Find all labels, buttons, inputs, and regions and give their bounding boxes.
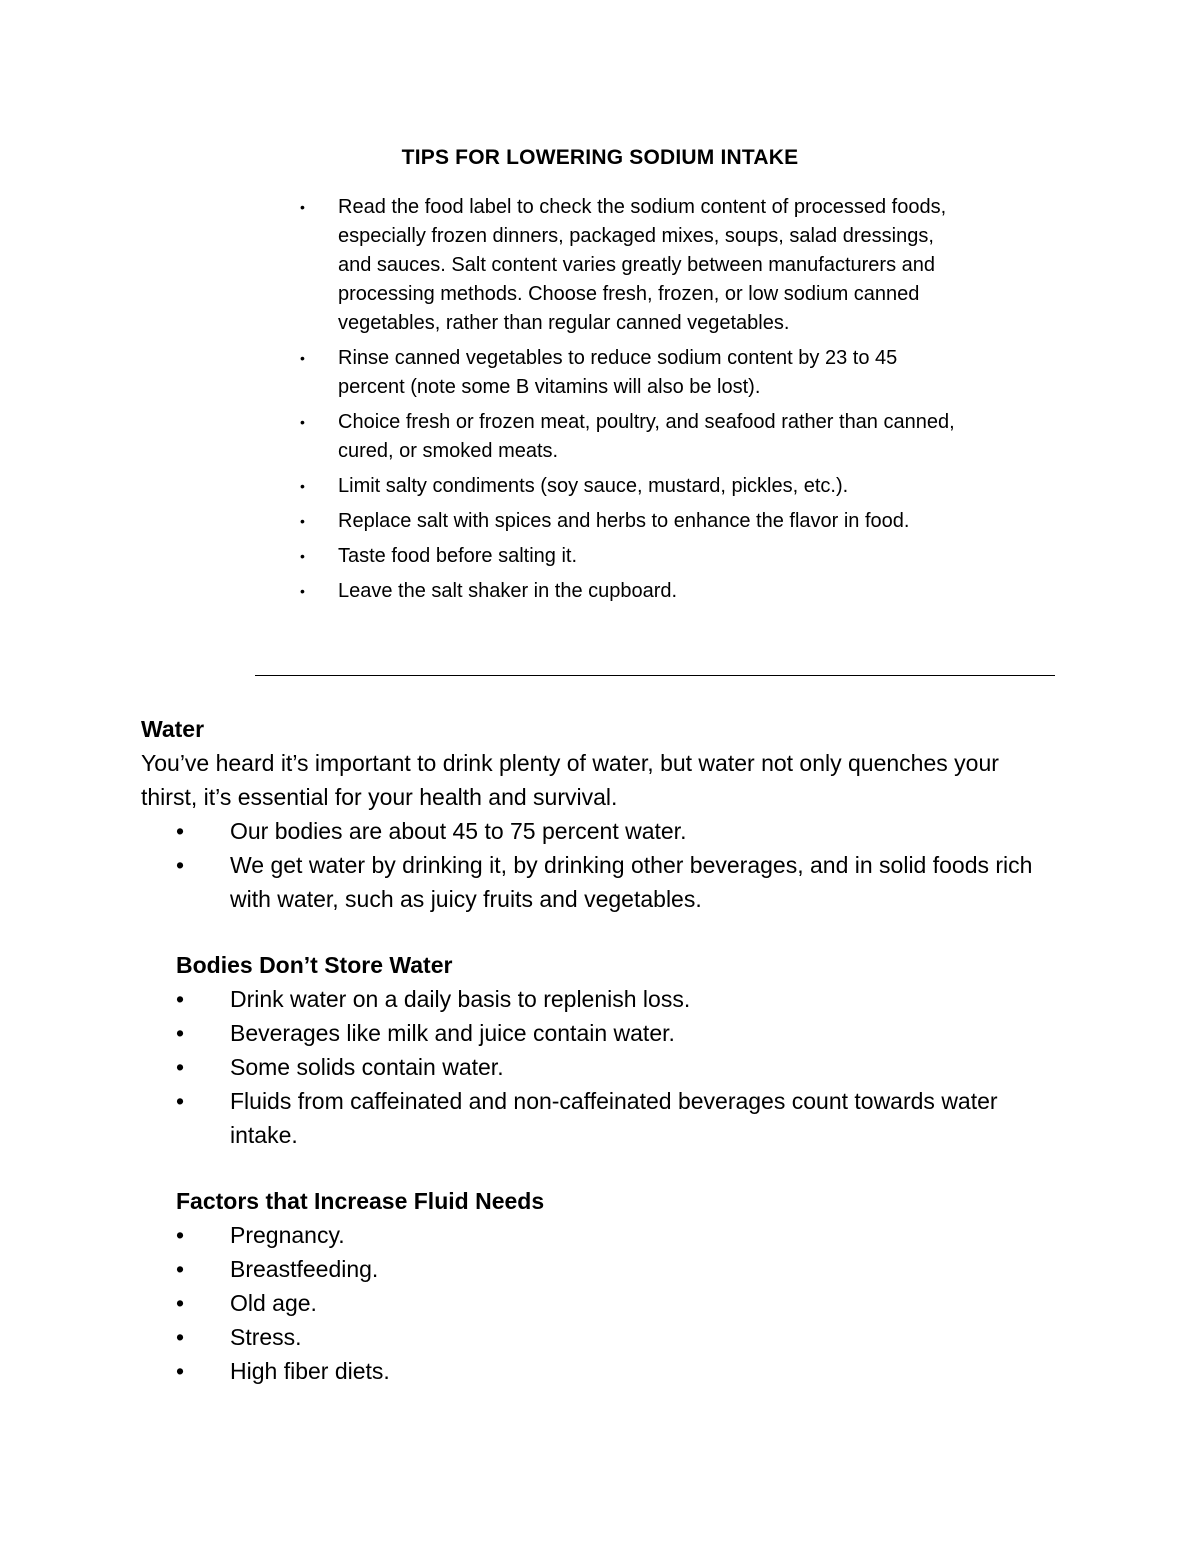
bullet-icon: • <box>300 548 305 564</box>
bullet-icon: • <box>176 1054 185 1080</box>
bullet-icon: • <box>300 478 305 494</box>
water-storage-list <box>176 982 1061 1152</box>
point-text: Stress. <box>230 1324 302 1350</box>
list-item <box>176 1050 1061 1084</box>
list-item <box>176 1286 1061 1320</box>
sodium-tips-list <box>296 193 956 612</box>
list-item <box>176 814 1061 848</box>
list-item <box>296 408 956 466</box>
tip-text: Taste food before salting it. <box>338 545 578 567</box>
point-text: Our bodies are about 45 to 75 percent water. <box>230 818 687 844</box>
tip-text: Choice fresh or frozen meat, poultry, and seafood rather than canned, cured, or smoked meats. <box>338 411 955 462</box>
bullet-icon: • <box>176 1290 185 1316</box>
bullet-icon: • <box>300 513 305 529</box>
water-intro: You’ve heard it’s important to drink plenty of water, but water not only quenches your thirst, it’s essential for your health and survival. <box>141 750 999 810</box>
water-storage-heading: Bodies Don’t Store Water <box>176 952 453 978</box>
bullet-icon: • <box>300 350 305 366</box>
tip-text: Read the food label to check the sodium content of processed foods, especially frozen dinners, packaged mixes, soups, salad dressings, and sauces. Salt content varies greatly between manufacturers and processing methods. Choose fresh, frozen, or low sodium canned vegetables, rather than regular canned vegetables. <box>338 196 947 334</box>
list-item <box>296 542 956 571</box>
list-item <box>176 1084 1061 1152</box>
tip-text: Limit salty condiments (soy sauce, mustard, pickles, etc.). <box>338 475 849 497</box>
bullet-icon: • <box>300 414 305 430</box>
point-text: Pregnancy. <box>230 1222 345 1248</box>
fluid-factors-section <box>141 1184 1061 1388</box>
list-item <box>176 1016 1061 1050</box>
list-item <box>176 1252 1061 1286</box>
fluid-factors-list <box>176 1218 1061 1388</box>
sodium-tips-title: TIPS FOR LOWERING SODIUM INTAKE <box>401 146 799 169</box>
water-points-list <box>141 814 1061 916</box>
bullet-icon: • <box>176 1020 185 1046</box>
bullet-icon: • <box>176 1088 185 1114</box>
bullet-icon: • <box>176 1222 185 1248</box>
bullet-icon: • <box>176 986 185 1012</box>
list-item <box>296 577 956 606</box>
point-text: Drink water on a daily basis to replenish loss. <box>230 986 691 1012</box>
list-item <box>296 507 956 536</box>
bullet-icon: • <box>176 1358 185 1384</box>
list-item <box>176 848 1061 916</box>
bullet-icon: • <box>300 199 305 215</box>
tip-text: Replace salt with spices and herbs to enhance the flavor in food. <box>338 510 910 532</box>
list-item <box>296 344 956 402</box>
point-text: Fluids from caffeinated and non-caffeinated beverages count towards water intake. <box>230 1088 998 1148</box>
tip-text: Leave the salt shaker in the cupboard. <box>338 580 678 602</box>
point-text: Old age. <box>230 1290 317 1316</box>
fluid-factors-heading: Factors that Increase Fluid Needs <box>176 1188 545 1214</box>
list-item <box>176 1218 1061 1252</box>
list-item <box>296 472 956 501</box>
section-divider <box>255 675 1055 676</box>
point-text: Breastfeeding. <box>230 1256 379 1282</box>
water-section <box>141 712 1061 1388</box>
bullet-icon: • <box>300 583 305 599</box>
list-item <box>176 1354 1061 1388</box>
water-storage-section <box>141 948 1061 1152</box>
list-item <box>176 982 1061 1016</box>
bullet-icon: • <box>176 1256 185 1282</box>
water-heading: Water <box>141 716 205 742</box>
point-text: High fiber diets. <box>230 1358 390 1384</box>
list-item <box>176 1320 1061 1354</box>
point-text: We get water by drinking it, by drinking other beverages, and in solid foods rich with water, such as juicy fruits and vegetables. <box>230 852 1033 912</box>
list-item <box>296 193 956 338</box>
bullet-icon: • <box>176 818 185 844</box>
point-text: Beverages like milk and juice contain water. <box>230 1020 675 1046</box>
bullet-icon: • <box>176 1324 185 1350</box>
point-text: Some solids contain water. <box>230 1054 504 1080</box>
tip-text: Rinse canned vegetables to reduce sodium content by 23 to 45 percent (note some B vitamins will also be lost). <box>338 347 898 398</box>
bullet-icon: • <box>176 852 185 878</box>
